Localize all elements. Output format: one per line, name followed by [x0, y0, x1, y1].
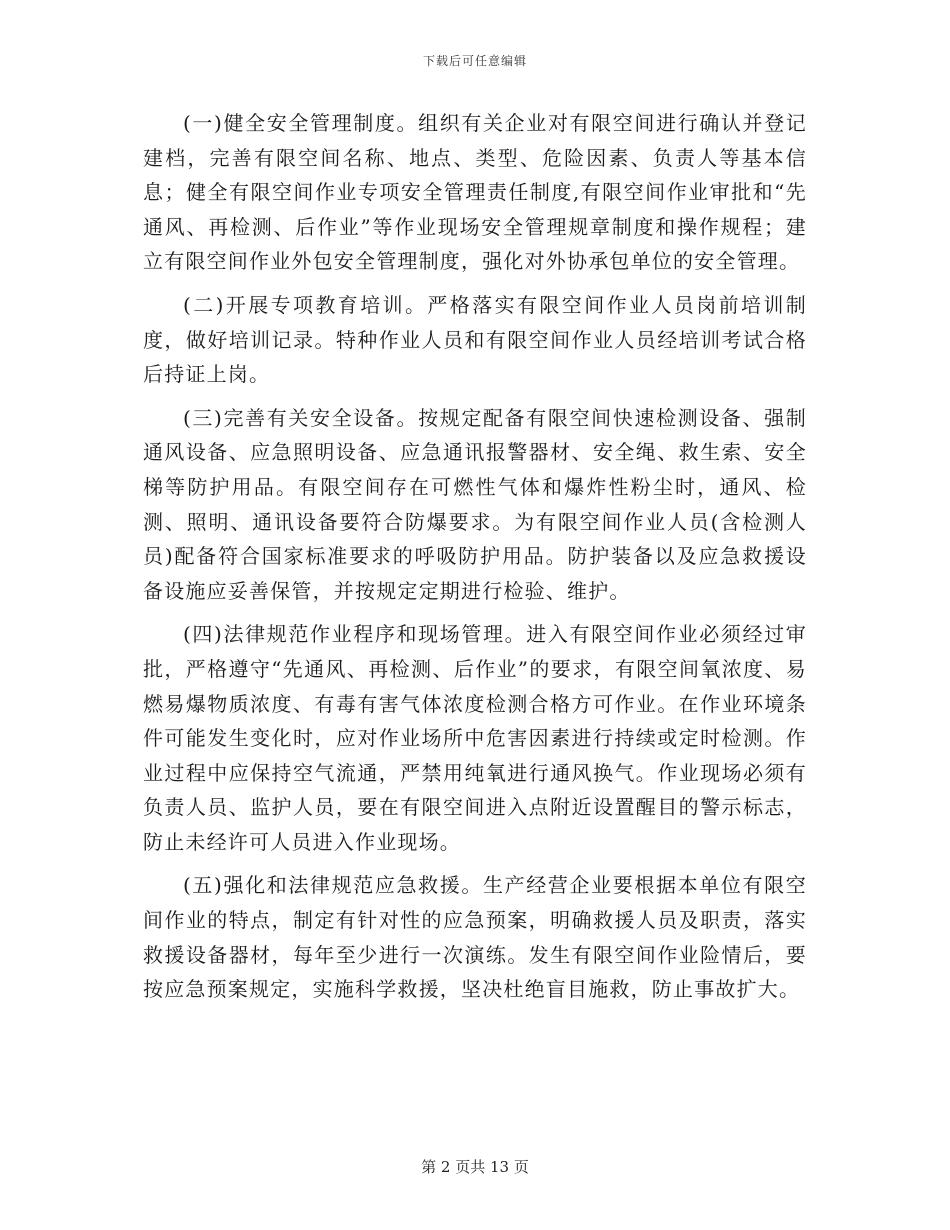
paragraph-4: (四)法律规范作业程序和现场管理。进入有限空间作业必须经过审批，严格遵守“先通风、再检测、后作业”的要求，有限空间氧浓度、易燃易爆物质浓度、有毒有害气体浓度检测合格方可作业。在作业环境条件可能发生变化时，应对作业场所中危害因素进行持续或定时检测。作业过程中应保持空气流通，严禁用纯氧进行通风换气。作业现场必须有负责人员、监护人员，要在有限空间进入点附近设置醒目的警示标志，防止未经许可人员进入作业现场。	[143, 622, 807, 854]
page-footer: 第 2 页共 13 页	[421, 1158, 529, 1176]
paragraph-3: (三)完善有关安全设备。按规定配备有限空间快速检测设备、强制通风设备、应急照明设备、应急通讯报警器材、安全绳、救生索、安全梯等防护用品。有限空间存在可燃性气体和爆炸性粉尘时，通风、检测、照明、通讯设备要符合防爆要求。为有限空间作业人员(含检测人员)配备符合国家标准要求的呼吸防护用品。防护装备以及应急救援设备设施应妥善保管，并按规定定期进行检验、维护。	[143, 405, 807, 603]
page-header: 下载后可任意编辑	[422, 54, 527, 68]
document-body	[143, 106, 807, 1016]
paragraph-2: (二)开展专项教育培训。严格落实有限空间作业人员岗前培训制度，做好培训记录。特种作业人员和有限空间作业人员经培训考试合格后持证上岗。	[143, 292, 807, 387]
paragraph-5: (五)强化和法律规范应急救援。生产经营企业要根据本单位有限空间作业的特点，制定有针对性的应急预案，明确救援人员及职责，落实救援设备器材，每年至少进行一次演练。发生有限空间作业险情后，要按应急预案规定，实施科学救援，坚决杜绝盲目施救，防止事故扩大。	[143, 873, 807, 1002]
paragraph-1: (一)健全安全管理制度。组织有关企业对有限空间进行确认并登记建档，完善有限空间名称、地点、类型、危险因素、负责人等基本信息；健全有限空间作业专项安全管理责任制度,有限空间作业审批和“先通风、再检测、后作业”等作业现场安全管理规章制度和操作规程；建立有限空间作业外包安全管理制度，强化对外协承包单位的安全管理。	[143, 111, 807, 274]
